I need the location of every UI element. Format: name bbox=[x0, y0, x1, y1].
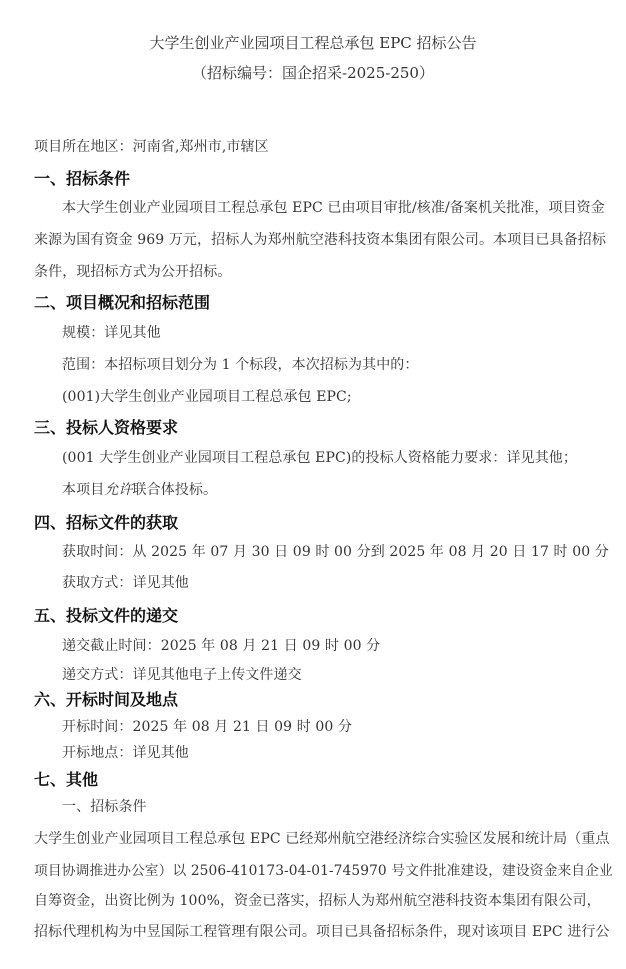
submission-deadline: 递交截止时间：2025 年 08 月 21 日 09 时 00 分 bbox=[62, 638, 381, 654]
joint-bidding-prefix: 本项目 bbox=[62, 482, 105, 498]
document-title: 大学生创业产业园项目工程总承包 EPC 招标公告 bbox=[149, 34, 477, 52]
opening-time: 开标时间：2025 年 08 月 21 日 09 时 00 分 bbox=[62, 719, 353, 735]
other-paragraph-line-2: 项目协调推进办公室）以 2506-410173-04-01-745970 号文件批准建设，建设资金来自企业 bbox=[34, 863, 613, 879]
other-paragraph-line-1: 大学生创业产业园项目工程总承包 EPC 已经郑州航空港经济综合实验区发展和统计局（重点 bbox=[34, 831, 610, 847]
section-5-heading: 五、投标文件的递交 bbox=[34, 606, 179, 625]
other-paragraph-line-3: 自筹资金，出资比例为 100%，资金已落实，招标人为郑州航空港科技资本集团有限公司， bbox=[34, 893, 601, 909]
joint-bidding-allowed: 允许 bbox=[104, 482, 133, 498]
other-paragraph-line-4: 招标代理机构为中昱国际工程管理有限公司。项目已具备招标条件，现对该项目 EPC 进行公 bbox=[34, 924, 610, 940]
lot-item: (001)大学生创业产业园项目工程总承包 EPC; bbox=[62, 389, 352, 405]
document-acquisition-method: 获取方式：详见其他 bbox=[62, 575, 189, 591]
project-scope: 范围：本招标项目划分为 1 个标段，本次招标为其中的： bbox=[62, 357, 419, 373]
qualification-requirement: (001 大学生创业产业园项目工程总承包 EPC)的投标人资格能力要求：详见其他； bbox=[62, 450, 577, 466]
project-region: 项目所在地区：河南省,郑州市,市辖区 bbox=[34, 139, 269, 155]
section-6-heading: 六、开标时间及地点 bbox=[34, 690, 179, 709]
joint-bidding-note bbox=[62, 479, 217, 499]
joint-bidding-suffix: 联合体投标。 bbox=[132, 482, 218, 498]
section-7-heading: 七、其他 bbox=[34, 770, 99, 789]
section-1-paragraph-line-2: 来源为国有资金 969 万元，招标人为郑州航空港科技资本集团有限公司。本项目已具备招标 bbox=[34, 232, 606, 248]
section-2-heading: 二、项目概况和招标范围 bbox=[34, 293, 211, 312]
opening-place: 开标地点：详见其他 bbox=[62, 745, 189, 761]
section-4-heading: 四、招标文件的获取 bbox=[34, 513, 179, 532]
section-3-heading: 三、投标人资格要求 bbox=[34, 418, 179, 437]
document-acquisition-time: 获取时间：从 2025 年 07 月 30 日 09 时 00 分到 2025 年 08 月 20 日 17 时 00 分 bbox=[62, 544, 609, 560]
section-1-paragraph-line-1: 本大学生创业产业园项目工程总承包 EPC 已由项目审批/核准/备案机关批准，项目资金 bbox=[62, 200, 605, 216]
submission-method: 递交方式：详见其他电子上传文件递交 bbox=[62, 667, 302, 683]
section-1-heading: 一、招标条件 bbox=[34, 169, 131, 188]
other-subheading: 一、招标条件 bbox=[62, 799, 147, 815]
project-scale: 规模：详见其他 bbox=[62, 325, 161, 341]
section-1-paragraph-line-3: 条件，现招标方式为公开招标。 bbox=[34, 264, 232, 280]
tender-number: （招标编号：国企招采-2025-250） bbox=[192, 64, 434, 82]
